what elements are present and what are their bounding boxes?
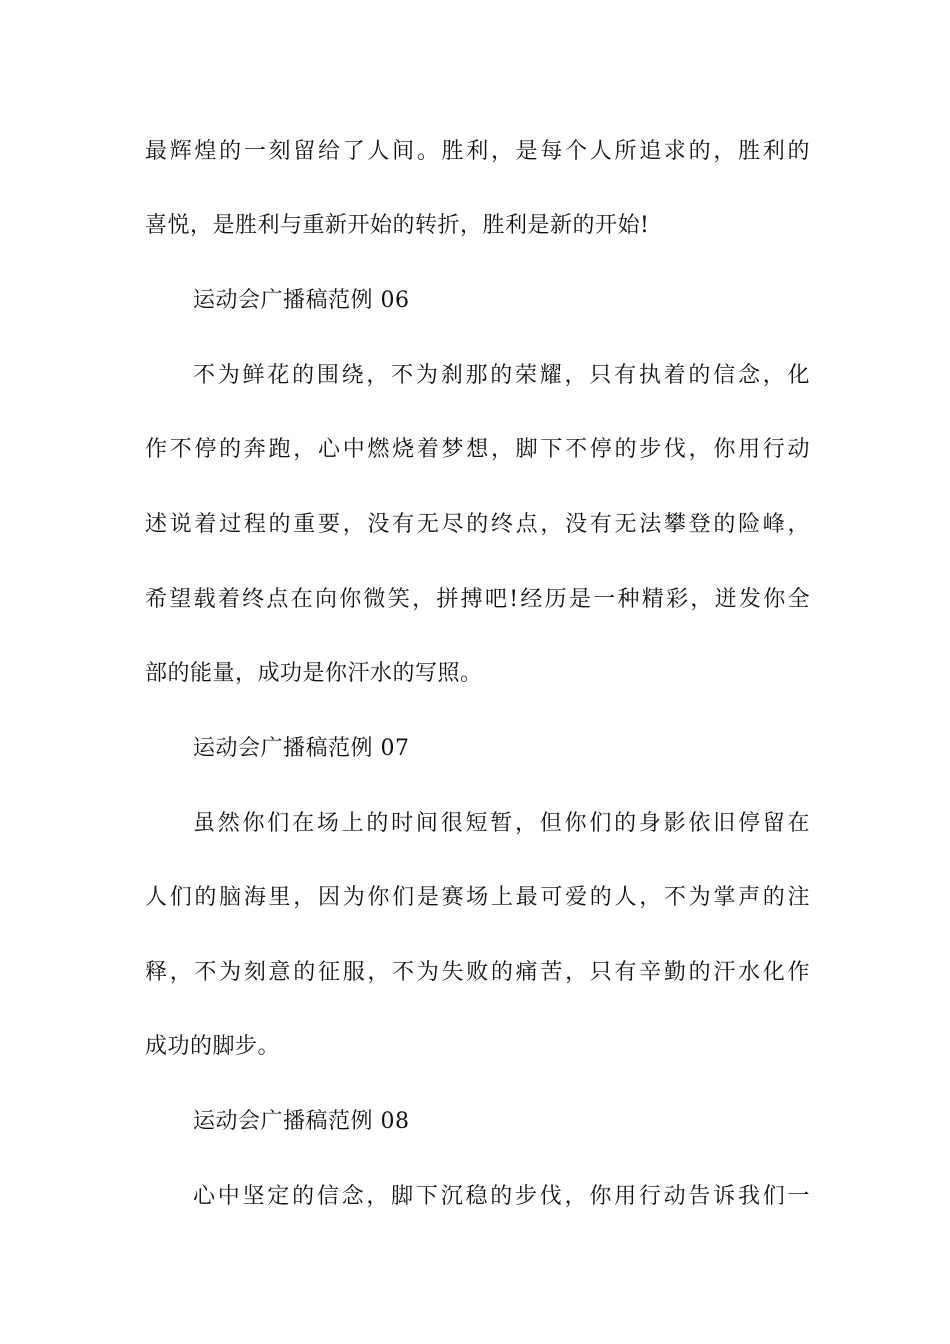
paragraph-line: 作不停的奔跑，心中燃烧着梦想，脚下不停的步伐，你用行动 — [145, 437, 810, 462]
paragraph-line: 希望载着终点在向你微笑，拼搏吧!经历是一种精彩，迸发你全 — [145, 587, 810, 612]
paragraph-line: 虽然你们在场上的时间很短暂，但你们的身影依旧停留在 — [193, 811, 810, 836]
paragraph-line: 部的能量，成功是你汗水的写照。 — [145, 661, 483, 686]
paragraph-line: 述说着过程的重要，没有无尽的终点，没有无法攀登的险峰， — [145, 512, 810, 537]
paragraph-line: 不为鲜花的围绕，不为刹那的荣耀，只有执着的信念，化 — [193, 363, 810, 388]
section-heading-07: 运动会广播稿范例 07 — [193, 736, 410, 761]
paragraph-line: 最辉煌的一刻留给了人间。胜利，是每个人所追求的，胜利的 — [145, 139, 810, 164]
paragraph-line: 喜悦，是胜利与重新开始的转折，胜利是新的开始! — [145, 213, 650, 238]
paragraph-line: 人们的脑海里，因为你们是赛场上最可爱的人，不为掌声的注 — [145, 885, 810, 910]
paragraph-line: 释，不为刻意的征服，不为失败的痛苦，只有辛勤的汗水化作 — [145, 960, 810, 985]
section-heading-08: 运动会广播稿范例 08 — [193, 1109, 410, 1134]
section-heading-06: 运动会广播稿范例 06 — [193, 288, 410, 313]
paragraph-line: 成功的脚步。 — [145, 1034, 281, 1059]
paragraph-line: 心中坚定的信念，脚下沉稳的步伐，你用行动告诉我们一 — [193, 1184, 810, 1209]
